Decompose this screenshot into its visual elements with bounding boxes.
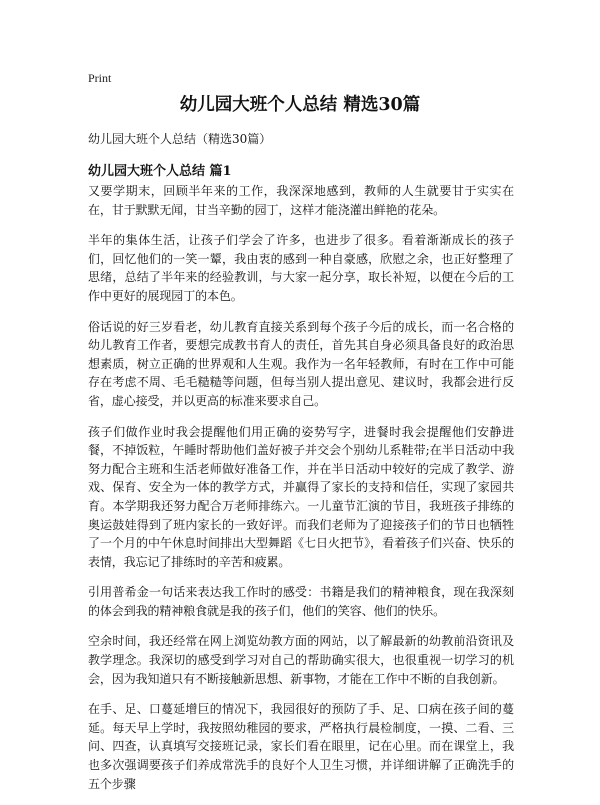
paragraph: 又要学期末，回顾半年来的工作，我深深地感到，教师的人生就要甘于实实在在，甘于默默无闻，甘当辛勤的园丁，这样才能浇灌出鲜艳的花朵。 — [88, 184, 514, 217]
paragraph: 在手、足、口蔓延增巨的情况下，我园很好的预防了手、足、口病在孩子间的蔓延。每天早上学时，我按照幼稚园的要求，严格执行晨检制度，一摸、二看、三问、四查，认真填写交接班记录，家长们看在眼里，记在心里。而在课堂上，我也多次强调要孩子们养成常洗手的良好个人卫生习惯，并详细讲解了正确洗手的五个步骤 — [88, 702, 514, 791]
paragraph: 引用普希金一句话来表达我工作时的感受：书籍是我们的精神粮食，现在我深刻的体会到我的精神粮食就是我的孩子们，他们的笑容、他们的快乐。 — [88, 585, 514, 618]
article-body — [88, 130, 514, 805]
print-link[interactable]: Print — [88, 71, 112, 85]
paragraph: 半年的集体生活，让孩子们学会了许多，也进步了很多。看着渐渐成长的孩子们，回忆他们的一笑一颦，我由衷的感到一种自豪感，欣慰之余，也正好整理了思绪，总结了半年来的经验教训，与大家一起分享，取长补短，以便在今后的工作中更好的展现园丁的本色。 — [88, 233, 514, 303]
page-title: 幼儿园大班个人总结 精选30篇 — [179, 95, 421, 115]
paragraph: 俗话说的好三岁看老，幼儿教育直接关系到每个孩子今后的成长，而一名合格的幼儿教育工作者，要想完成教书育人的责任，首先其自身必须具备良好的政治思想素质，树立正确的世界观和人生观。我作为一名年轻教师，有时在工作中可能存在考虑不周、毛毛糙糙等问题，但每当别人提出意见、建议时，我都会进行反省，虚心接受，并以更高的标准来要求自己。 — [88, 319, 514, 408]
article-subtitle: 幼儿园大班个人总结（精选30篇） — [88, 132, 272, 146]
paragraph: 孩子们做作业时我会提醒他们用正确的姿势写字，进餐时我会提醒他们安静进餐，不掉饭粒，午睡时帮助他们盖好被子并交会个别幼儿系鞋带;在半日活动中我努力配合主班和生活老师做好准备工作，并在半日活动中较好的完成了教学、游戏、保育、安全为一体的教学方式，并赢得了家长的支持和信任，实现了家园共育。本学期我还努力配合万老师排练六。一儿童节汇演的节目，我班孩子排练的奥运鼓娃得到了班内家长的一致好评。而我们老师为了迎接孩子们的节日也牺牲了一个月的中午休息时间排出大型舞蹈《七日火把节》，看着孩子们兴奋、快乐的表情，我忘记了排练时的辛苦和疲累。 — [88, 424, 514, 569]
paragraph: 空余时间，我还经常在网上浏览幼教方面的网站，以了解最新的幼教前沿资讯及教学理念。我深切的感受到学习对自己的帮助确实很大，也很重视一切学习的机会，因为我知道只有不断接触新思想、新事物，才能在工作中不断的自我创新。 — [88, 634, 514, 686]
section-heading: 幼儿园大班个人总结 篇1 — [88, 164, 232, 179]
